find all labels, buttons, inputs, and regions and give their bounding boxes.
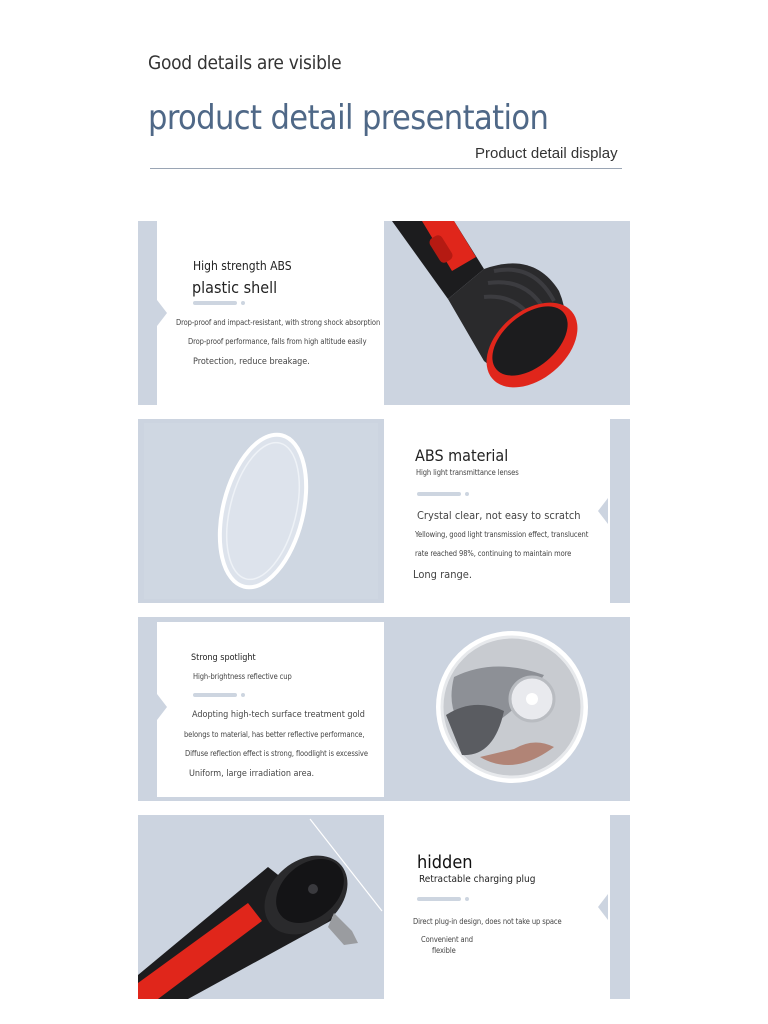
feature-heading: plastic shell [192,278,278,297]
feature-text-line: Long range. [413,568,472,581]
feature-text-line: Diffuse reflection effect is strong, floodlight is excessive [185,749,368,758]
feature-text-line: Adopting high-tech surface treatment gold [192,710,365,720]
charging-plug-image [138,815,384,999]
feature-text-line: Drop-proof and impact-resistant, with strong shock absorption [176,318,381,327]
feature-text-line: Yellowing, good light transmission effect, translucent [415,530,589,539]
feature-heading: hidden [417,852,473,873]
reflector-cup-image [384,617,630,801]
feature-panel-abs-shell [138,221,630,405]
flashlight-head-image [384,221,630,405]
feature-panel-charging-plug [138,815,630,999]
page-title: product detail presentation [148,98,549,138]
text-card [157,221,384,405]
feature-text-line: Uniform, large irradiation area. [189,769,315,779]
feature-subheading: High light transmittance lenses [416,468,519,477]
page-subtitle: Product detail display [475,145,618,162]
card-notch [598,894,608,920]
feature-text-line: Protection, reduce breakage. [193,357,310,367]
feature-text-line: Crystal clear, not easy to scratch [417,509,581,522]
feature-heading: Strong spotlight [191,653,256,663]
text-card [384,815,610,999]
feature-panel-reflector [138,617,630,801]
feature-text-line: Convenient and [421,935,473,944]
feature-subheading: High strength ABS [193,259,292,273]
card-notch [157,300,167,326]
tagline: Good details are visible [148,52,342,74]
feature-text-line: flexible [432,946,456,955]
glass-lens-image [138,419,384,603]
feature-subheading: High-brightness reflective cup [193,672,292,681]
feature-panel-lens [138,419,630,603]
feature-text-line: rate reached 98%, continuing to maintain more [415,549,572,558]
feature-text-line: Direct plug-in design, does not take up space [413,917,562,926]
feature-heading: ABS material [415,446,509,465]
feature-subheading: Retractable charging plug [419,874,536,885]
feature-text-line: Drop-proof performance, falls from high altitude easily [188,337,367,346]
header-divider [150,168,622,169]
card-notch [598,498,608,524]
card-notch [157,694,167,720]
feature-text-line: belongs to material, has better reflective performance, [184,730,365,739]
